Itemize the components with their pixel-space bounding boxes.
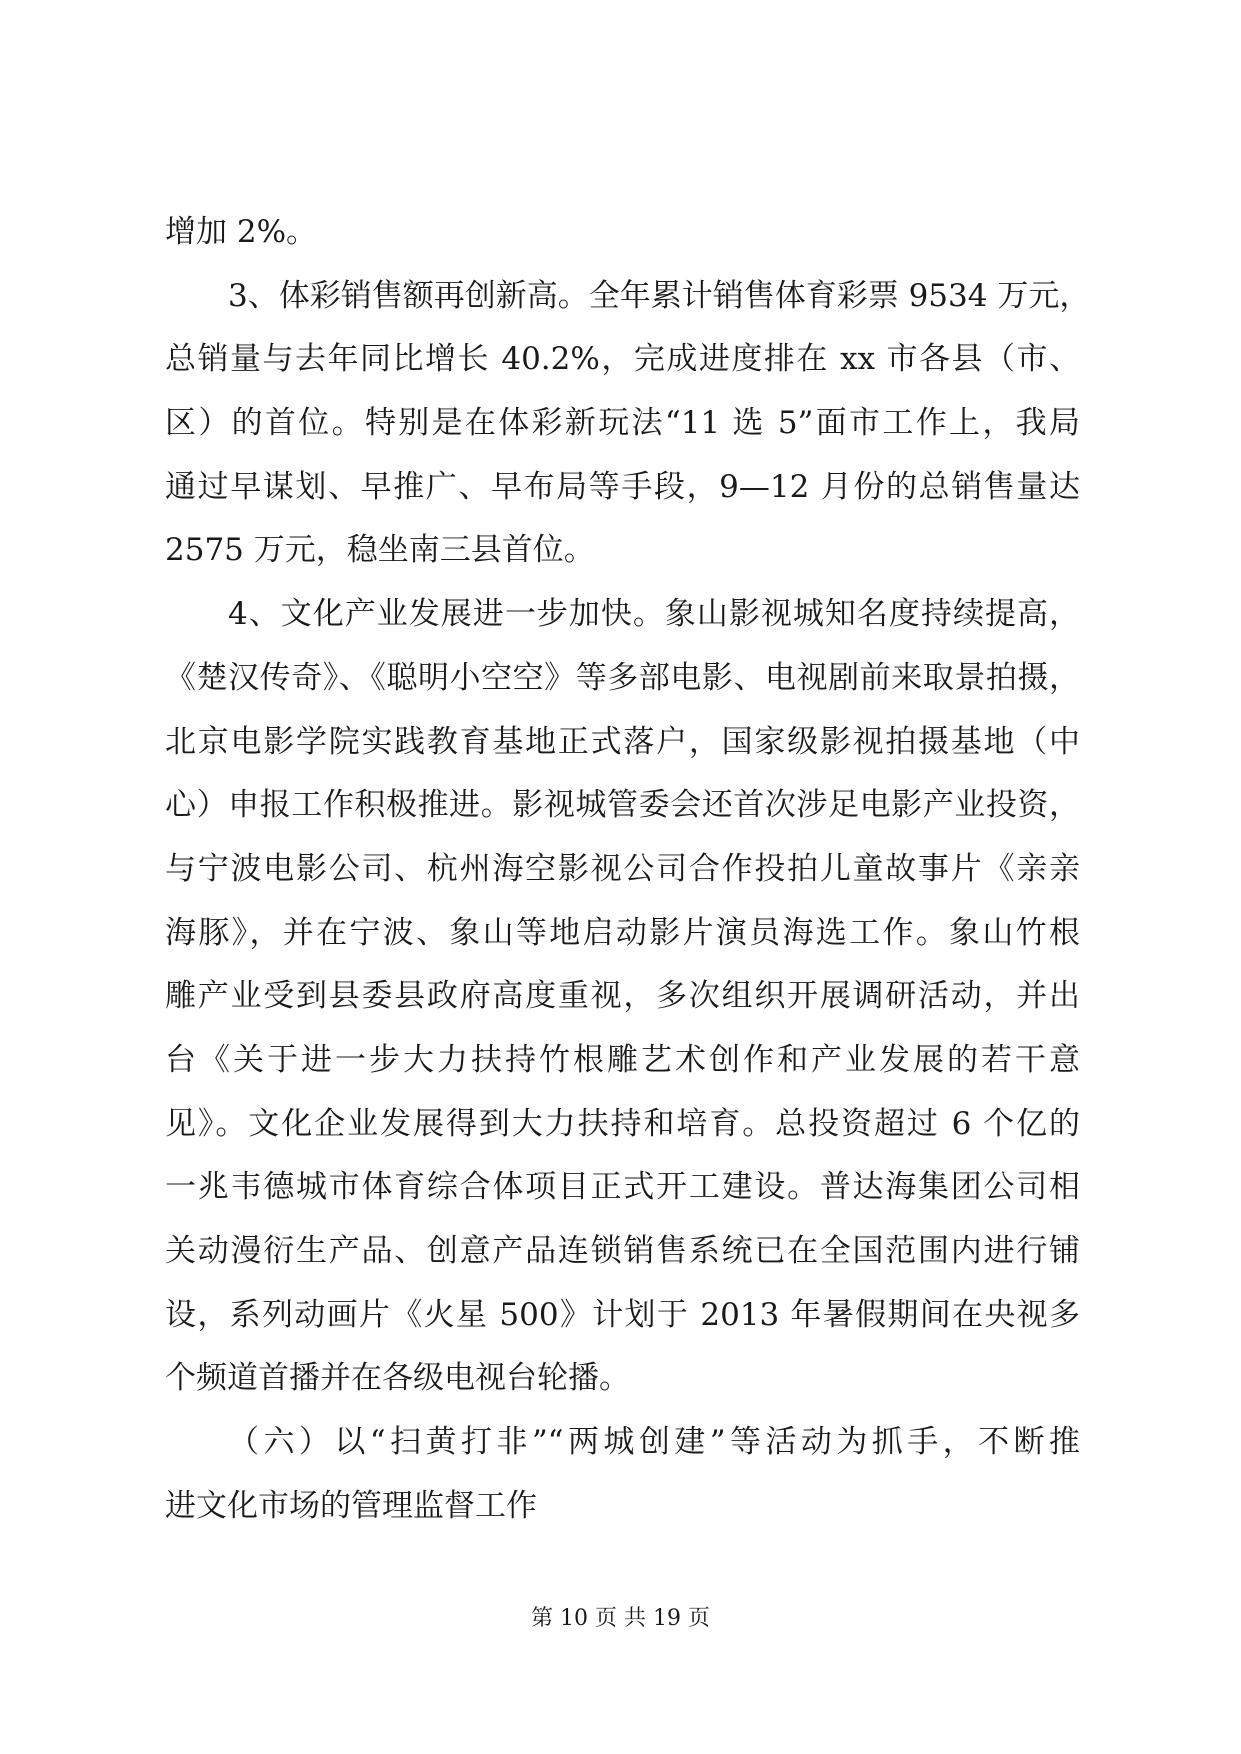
text-line-8: 《楚汉传奇》、《聪明小空空》等多部电影、电视剧前来取景拍摄，	[165, 660, 1080, 696]
text-line-21: 进文化市场的管理监督工作	[165, 1488, 537, 1524]
text-line-10: 心）申报工作积极推进。影视城管委会还首次涉足电影产业投资，	[165, 787, 1080, 823]
text-line-17: 关动漫衍生产品、创意产品连锁销售系统已在全国范围内进行铺	[165, 1233, 1080, 1269]
text-line-1: 增加 2%。	[165, 214, 318, 250]
text-line-6: 2575 万元，稳坐南三县首位。	[165, 532, 595, 568]
text-line-14: 台《关于进一步大力扶持竹根雕艺术创作和产业发展的若干意	[165, 1042, 1080, 1078]
text-line-7: 4、文化产业发展进一步加快。象山影视城知名度持续提高，	[228, 596, 1080, 632]
text-line-3: 总销量与去年同比增长 40.2%，完成进度排在 xx 市各县（市、	[165, 341, 1080, 377]
text-line-11: 与宁波电影公司、杭州海空影视公司合作投拍儿童故事片《亲亲	[165, 851, 1080, 887]
text-line-9: 北京电影学院实践教育基地正式落户，国家级影视拍摄基地（中	[165, 724, 1080, 760]
text-line-5: 通过早谋划、早推广、早布局等手段，9—12 月份的总销售量达	[165, 469, 1080, 505]
text-line-18: 设，系列动画片《火星 500》计划于 2013 年暑假期间在央视多	[165, 1297, 1080, 1333]
text-line-13: 雕产业受到县委县政府高度重视，多次组织开展调研活动，并出	[165, 978, 1080, 1014]
text-line-15: 见》。文化企业发展得到大力扶持和培育。总投资超过 6 个亿的	[165, 1106, 1080, 1142]
text-line-2: 3、体彩销售额再创新高。全年累计销售体育彩票 9534 万元，	[228, 278, 1091, 314]
text-line-20: （六）以“扫黄打非”“两城创建”等活动为抓手，不断推	[228, 1424, 1080, 1460]
page-number-footer: 第 10 页 共 19 页	[531, 1606, 710, 1631]
text-line-16: 一兆韦德城市体育综合体项目正式开工建设。普达海集团公司相	[165, 1169, 1080, 1205]
text-line-4: 区）的首位。特别是在体彩新玩法“11 选 5”面市工作上，我局	[165, 405, 1080, 441]
text-line-12: 海豚》，并在宁波、象山等地启动影片演员海选工作。象山竹根	[165, 915, 1080, 951]
text-line-19: 个频道首播并在各级电视台轮播。	[165, 1360, 630, 1396]
